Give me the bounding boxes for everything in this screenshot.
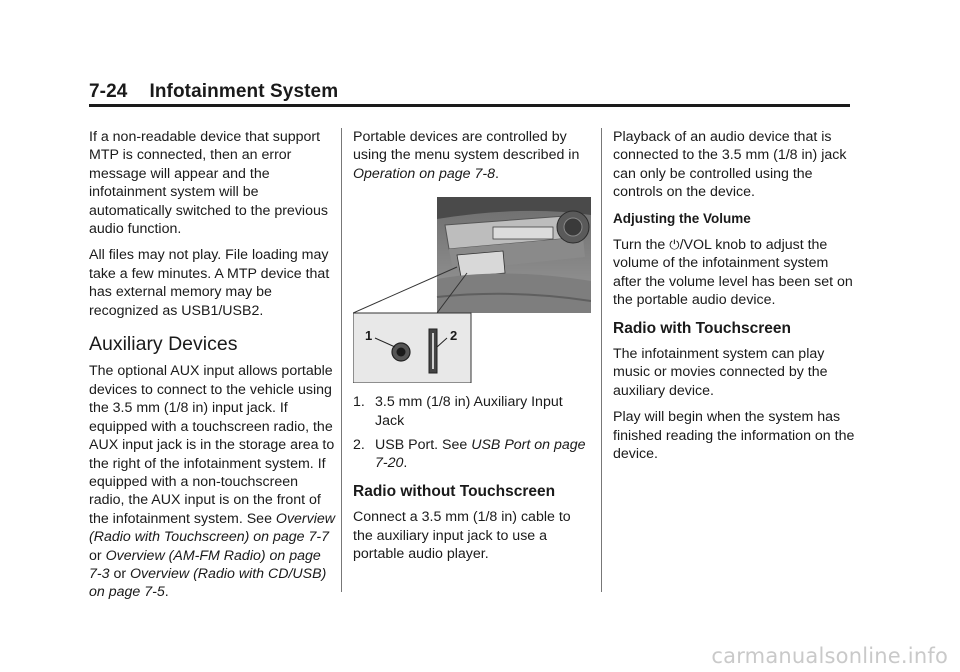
column-1 (89, 128, 337, 610)
paragraph-mtp-error: If a non-readable device that support MTP is connected, then an error message will appear and the infotainment system will be automatically switched to the previous audio function. (89, 129, 328, 238)
paragraph-connect-cable: Connect a 3.5 mm (1/8 in) cable to the auxiliary input jack to use a portable audio player. (353, 509, 571, 563)
aux-usb-illustration (353, 197, 591, 383)
header-rule (89, 104, 850, 107)
heading-adjusting-volume: Adjusting the Volume (613, 210, 751, 226)
link-overview-cd-usb[interactable]: Overview (Radio with CD/USB) on page 7-5 (89, 565, 327, 601)
heading-radio-with-touchscreen: Radio with Touchscreen (613, 319, 791, 337)
paragraph-play-begin: Play will begin when the system has finished reading the information on the device. (613, 409, 855, 463)
section-title: Infotainment System (149, 81, 339, 102)
list-item (353, 436, 591, 473)
column-3 (613, 128, 859, 472)
period-text: . (494, 165, 499, 182)
link-operation[interactable]: Operation on page 7-8 (353, 165, 495, 182)
page-number: 7-24 (89, 81, 128, 102)
detail-inset (353, 313, 471, 383)
volume-text: /VOL knob to adjust the volume of the infotainment system after the volume level has been set on the portable audio device. (613, 237, 853, 309)
aux-text: The optional AUX input allows portable devices to connect to the vehicle using the 3.5 mm (1/8 in) input jack. If equipped with a touchscreen radio, the AUX input jack is in the storage area to the right of the infotainment system. If equipped with a non-touchscreen radio, the AUX input is on the front of the infotainment system. See (89, 363, 335, 527)
period-text: . (403, 455, 408, 472)
paragraph-aux-input (89, 362, 337, 601)
portable-text: Portable devices are controlled by using the menu system described in (353, 129, 580, 164)
power-icon: ⏻ (669, 237, 680, 253)
link-usb-port[interactable]: USB Port on page 7-20 (375, 437, 586, 472)
watermark: carmanualsonline.info (711, 644, 948, 668)
list-item (353, 393, 591, 430)
column-divider-1 (341, 128, 342, 592)
paragraph-file-loading: All files may not play. File loading may take a few minutes. A MTP device that has external memory may be recognized as USB1/USB2. (89, 247, 330, 319)
link-overview-touchscreen[interactable]: Overview (Radio with Touchscreen) on page 7-7 (89, 510, 336, 546)
list-number: 1. (353, 394, 365, 411)
callout-2: 2 (450, 328, 458, 344)
heading-auxiliary-devices: Auxiliary Devices (89, 333, 238, 356)
callout-1: 1 (365, 328, 373, 344)
list-number: 2. (353, 437, 365, 454)
or-text: or (109, 565, 131, 582)
turn-text: Turn the (613, 237, 670, 254)
column-2 (353, 128, 591, 571)
column-divider-2 (601, 128, 602, 592)
page-header (89, 81, 338, 103)
period-text: . (164, 584, 169, 601)
or-text: or (89, 547, 106, 564)
paragraph-play-music: The infotainment system can play music or movies connected by the auxiliary device. (613, 346, 828, 399)
paragraph-portable-controlled (353, 128, 591, 183)
paragraph-volume (613, 236, 859, 310)
list-text (375, 436, 591, 473)
paragraph-playback: Playback of an audio device that is connected to the 3.5 mm (1/8 in) jack can only be controlled using the controls on the device. (613, 129, 847, 201)
heading-radio-without-touchscreen: Radio without Touchscreen (353, 482, 556, 500)
aux-usb-figure (353, 197, 591, 383)
link-overview-am-fm[interactable]: Overview (AM-FM Radio) on page 7-3 (89, 547, 321, 582)
usb-text: USB Port. See (375, 437, 472, 454)
list-text: 3.5 mm (1/8 in) Auxiliary Input Jack (375, 394, 563, 429)
